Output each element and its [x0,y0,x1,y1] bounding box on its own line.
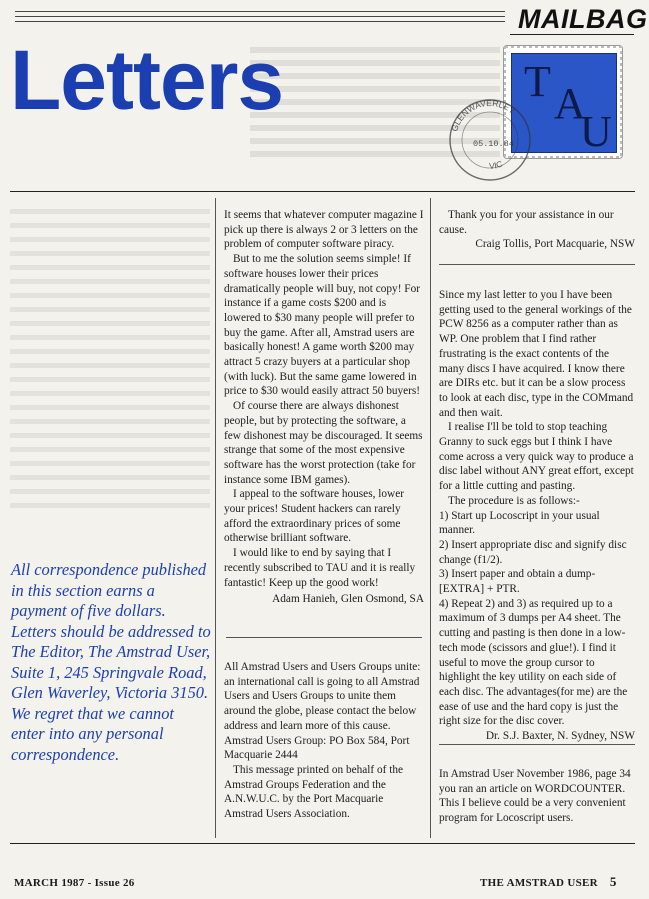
letter-signature: Dr. S.J. Baxter, N. Sydney, NSW [485,730,635,743]
correspondence-notice [11,560,211,765]
procedure-step: 2) Insert appropriate disc and signify disc change (f1/2). [439,538,627,566]
section-underline [510,34,634,35]
stamp-letter-a: A [554,79,586,128]
procedure-step: 1) Start up Locoscript in your usual manner. [439,509,600,537]
footer-divider [10,843,635,844]
letter-paragraph: It seems that whatever computer magazine I pick up there is always 2 or 3 letters on the problem of computer software piracy. [224,209,424,251]
postmark-bottom-text: VIC [488,158,504,171]
postmark-icon [440,90,550,190]
letter-divider [439,744,635,745]
letter-signature: Adam Hanieh, Glen Osmond, SA [272,593,424,606]
stamp-letter-t: T [524,57,551,106]
notice-disclaimer: We regret that we cannot enter into any personal correspondence. [11,703,174,764]
letter-paragraph: This message printed on behalf of the Amstrad Groups Federation and the A.N.W.U.C. by the Port Macquarie Amstrad Users Association. [224,763,404,821]
letter-divider [439,264,635,265]
svg-text:GLENWAVERLEY [449,98,517,133]
letter-paragraph: In Amstrad User November 1986, page 34 you ran an article on WORDCOUNTER. This I believe could be a very convenient program for Locoscript users. [439,768,631,825]
letter-paragraph: I realise I'll be told to stop teaching Granny to suck eggs but I think I have come across a very quick way to produce a disc label without ANY great effort, except for a little cutting and pasting. [439,421,634,493]
postmark-date: 05.10.84 [473,139,514,149]
section-label: MAILBAG [518,4,648,34]
procedure-step: 3) Insert paper and obtain a dump-[EXTRA] + PTR. [439,568,596,596]
letter-paragraph: But to me the solution seems simple! If software houses lower their prices dramatically people will buy, not copy! For instance if a game costs $200 and is lowered to $30 many people will prefer to buy the game. After all, Amstrad users are basically honest! A game worth $200 may attract 5 crazy buyers at a particular shop (with luck). But the same game lowered in price to $30 would easily attract 50 buyers! [224,253,421,398]
postmark-top-text: GLENWAVERLEY [449,97,517,133]
letter-paragraph: Since my last letter to you I have been getting used to the general workings of the PCW 8256 as a computer rather than as WP. One problem that I find rather frustrating is the exact contents of the many discs I have acquired. I know there are DIRs etc. but it can be a slow process to look at each disc, type in the COMmand and then wait. [439,289,634,419]
column-divider-left [215,198,216,838]
letter-paragraph: I would like to end by saying that I recently subscribed to TAU and it is really fantastic! Keep up the good work! [224,547,416,589]
letter-divider [226,637,422,638]
svg-text:VIC [489,159,504,171]
letter-paragraph: I appeal to the software houses, lower your prices! Student hackers can rarely afford the extraordinary prices of some otherwise brilliant software. [224,488,404,545]
letter-pcw-disc-labels [439,288,635,744]
procedure-step: 4) Repeat 2) and 3) as required up to a maximum of 3 dumps per A4 sheet. The cutting and pasting is then done in a low-tech mode (scissors and glue!). I find it useful to move the group cursor to highlight the key utility on each side of each disc. The advantages(for me) are the ease of use and the hard copy is just the right size for the disc cover. [439,597,628,728]
magazine-footer [480,874,617,890]
letter-users-groups [224,660,424,822]
letter-paragraph: The procedure is as follows:- [448,494,580,507]
letter-wordcounter [439,767,635,826]
issue-label: MARCH 1987 - Issue 26 [14,877,135,889]
letter-signature: Craig Tollis, Port Macquarie, NSW [475,238,635,251]
show-through-text-left [10,200,210,540]
letter-paragraph: All Amstrad Users and Users Groups unite: an international call is going to all Amstrad Users and Users Groups to unite them around the globe, please contact the below address and learn more of this cause. [224,661,421,732]
notice-payment: All correspondence published in this section earns a payment of five dollars. [11,560,207,620]
notice-address: Letters should be addressed to The Editor, The Amstrad User, Suite 1, 245 Springvale Road, Glen Waverley, Victoria 3150. [11,621,211,702]
letter-thanks [439,208,635,252]
stamp-letter-u: U [580,107,612,152]
page-title: Letters [10,33,284,127]
letter-paragraph: Of course there are always dishonest people, but by protecting the software, a few dishonest may be discouraged. It seems strange that some of the most expensive software has the worst protection (take for instance some IBM games). [224,400,423,486]
header-rules [15,11,505,27]
magazine-name: THE AMSTRAD USER [480,877,598,889]
page-number: 5 [609,874,617,889]
column-divider-right [430,198,431,838]
letter-software-piracy [224,208,424,607]
header-divider [10,191,635,192]
letter-paragraph: Thank you for your assistance in our cause. [439,209,614,236]
letter-paragraph: Amstrad Users Group: PO Box 584, Port Macquarie 2444 [224,734,410,762]
